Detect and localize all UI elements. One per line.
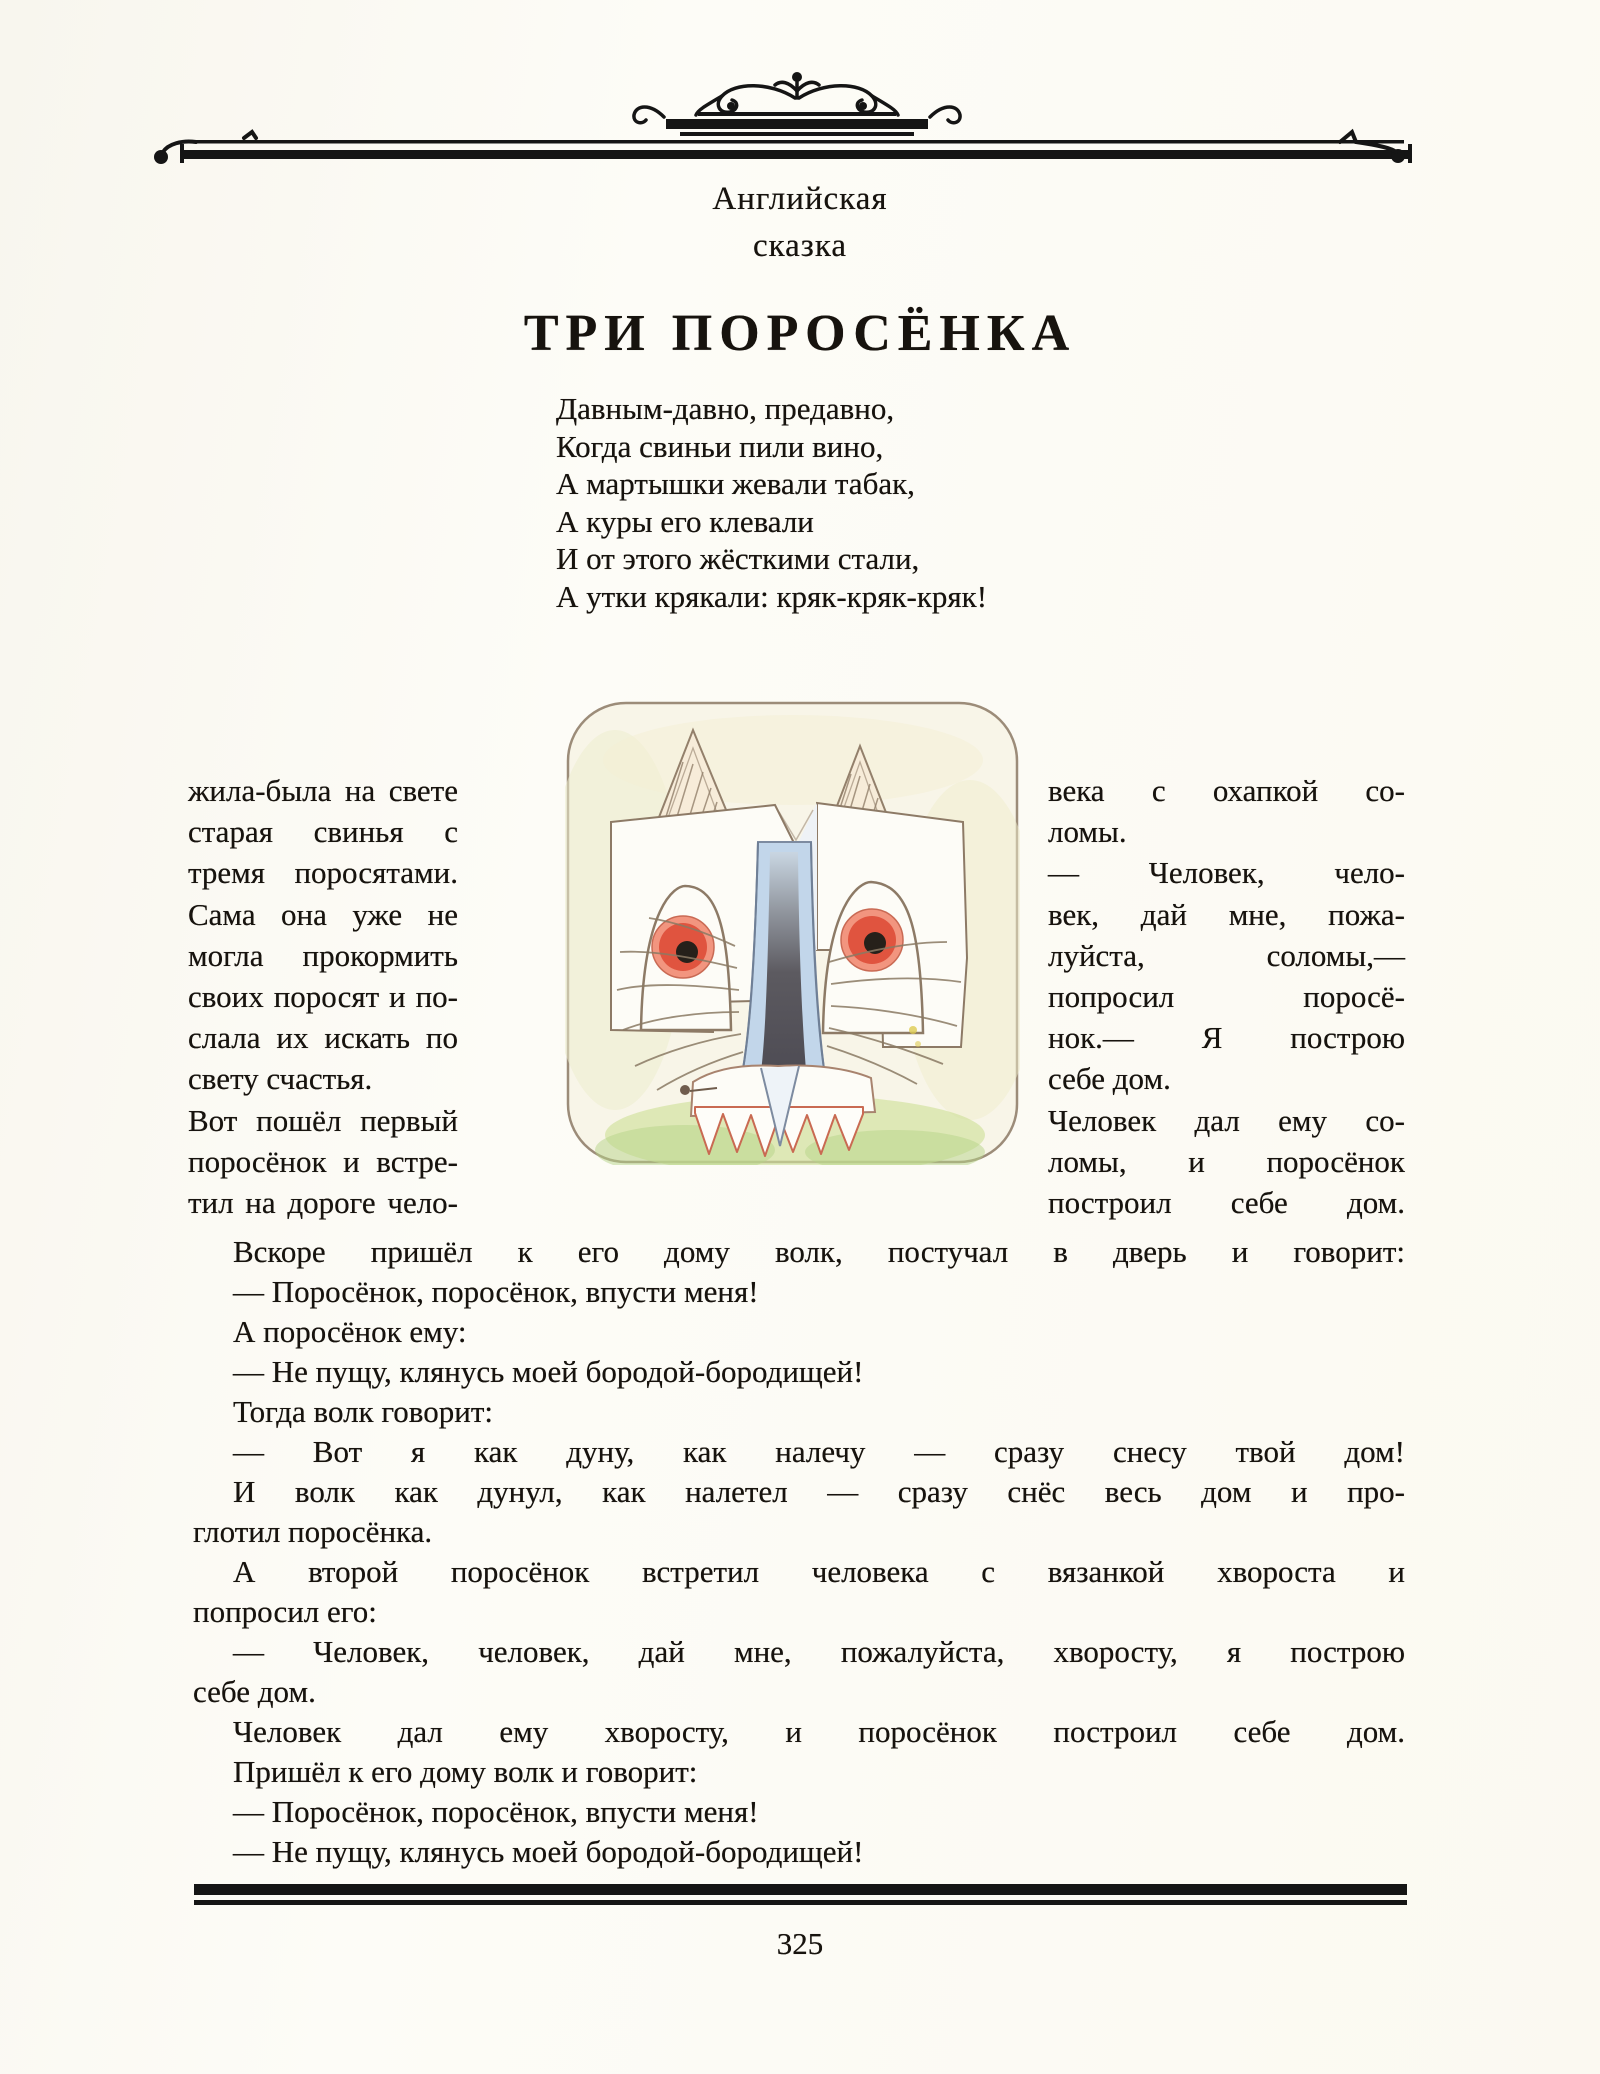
text-line: глотил поросёнка. [193, 1514, 433, 1549]
text-line: А поросёнок ему: [233, 1314, 467, 1349]
text-line: — Человек, человек, дай мне, пожалуйста, хворосту, я построю [233, 1634, 1405, 1669]
genre-heading [0, 176, 1600, 270]
text-line: Сама она уже не [188, 896, 458, 932]
text-line: себе дом. [1048, 1061, 1171, 1097]
text-line: Тогда волк говорит: [233, 1394, 493, 1429]
wolf-face-illustration [565, 700, 1020, 1165]
footer-rule-thick [194, 1884, 1407, 1895]
text-line: поросёнок и встре- [188, 1143, 458, 1179]
left-text-column [188, 770, 458, 1223]
text-line: — Не пущу, клянусь моей бородой-бородищей! [233, 1354, 864, 1389]
text-line: Вот пошёл первый [188, 1102, 458, 1138]
text-line: нок.— Я построю [1048, 1020, 1405, 1056]
text-line: своих поросят и по- [188, 979, 458, 1015]
text-line: свету счастья. [188, 1061, 373, 1097]
text-line: — Человек, чело- [1048, 855, 1405, 891]
poem-line: А мартышки жевали табак, [556, 466, 915, 502]
header-ornament-rule [0, 64, 1600, 184]
poem-line: И от этого жёсткими стали, [556, 541, 920, 577]
text-line: Вскоре пришёл к его дому волк, постучал в дверь и говорит: [233, 1234, 1405, 1269]
text-line: могла прокормить [188, 937, 458, 973]
text-line: попросил поросё- [1048, 979, 1405, 1015]
text-line: И волк как дунул, как налетел — сразу снёс весь дом и про- [233, 1474, 1405, 1509]
text-line: тил на дороге чело- [188, 1185, 458, 1221]
text-line: построил себе дом. [1048, 1185, 1405, 1221]
epigraph-poem [556, 390, 1116, 616]
poem-line: Давным-давно, предавно, [556, 391, 895, 426]
text-line: ломы, и поросёнок [1048, 1143, 1405, 1179]
genre-line: сказка [752, 228, 848, 264]
text-line: Пришёл к его дому волк и говорит: [233, 1754, 698, 1789]
text-line: — Вот я как дуну, как налечу — сразу снесу твой дом! [233, 1434, 1405, 1469]
text-line: попросил его: [193, 1594, 377, 1629]
text-line: века с охапкой со- [1048, 773, 1405, 808]
text-line: Человек дал ему со- [1048, 1102, 1405, 1138]
text-line: Человек дал ему хворосту, и поросёнок построил себе дом. [233, 1714, 1405, 1749]
text-line: А второй поросёнок встретил человека с вязанкой хвороста и [233, 1554, 1405, 1589]
text-line: — Поросёнок, поросёнок, впусти меня! [233, 1274, 759, 1309]
text-line: — Не пущу, клянусь моей бородой-бородищей! [233, 1834, 864, 1869]
text-line: ломы. [1048, 814, 1127, 850]
text-line: себе дом. [193, 1674, 316, 1709]
right-text-column [1048, 770, 1405, 1223]
text-line: старая свинья с [188, 814, 458, 850]
text-line: слала их искать по [188, 1020, 458, 1056]
text-line: век, дай мне, пожа- [1048, 896, 1405, 932]
text-line: тремя поросятами. [188, 855, 458, 891]
text-line: — Поросёнок, поросёнок, впусти меня! [233, 1794, 759, 1829]
poem-line: А утки крякали: кряк-кряк-кряк! [556, 578, 988, 614]
story-title: ТРИ ПОРОСЁНКА [523, 305, 1077, 362]
footer-rule-thin [194, 1900, 1407, 1905]
genre-line: Английская [712, 181, 888, 217]
poem-line: А куры его клевали [556, 503, 814, 539]
main-text-block [193, 1232, 1405, 1872]
page-number: 325 [776, 1926, 824, 1961]
poem-line: Когда свиньи пили вино, [556, 428, 884, 464]
text-line: жила-была на свете [188, 773, 458, 808]
text-line: луйста, соломы,— [1048, 937, 1405, 973]
